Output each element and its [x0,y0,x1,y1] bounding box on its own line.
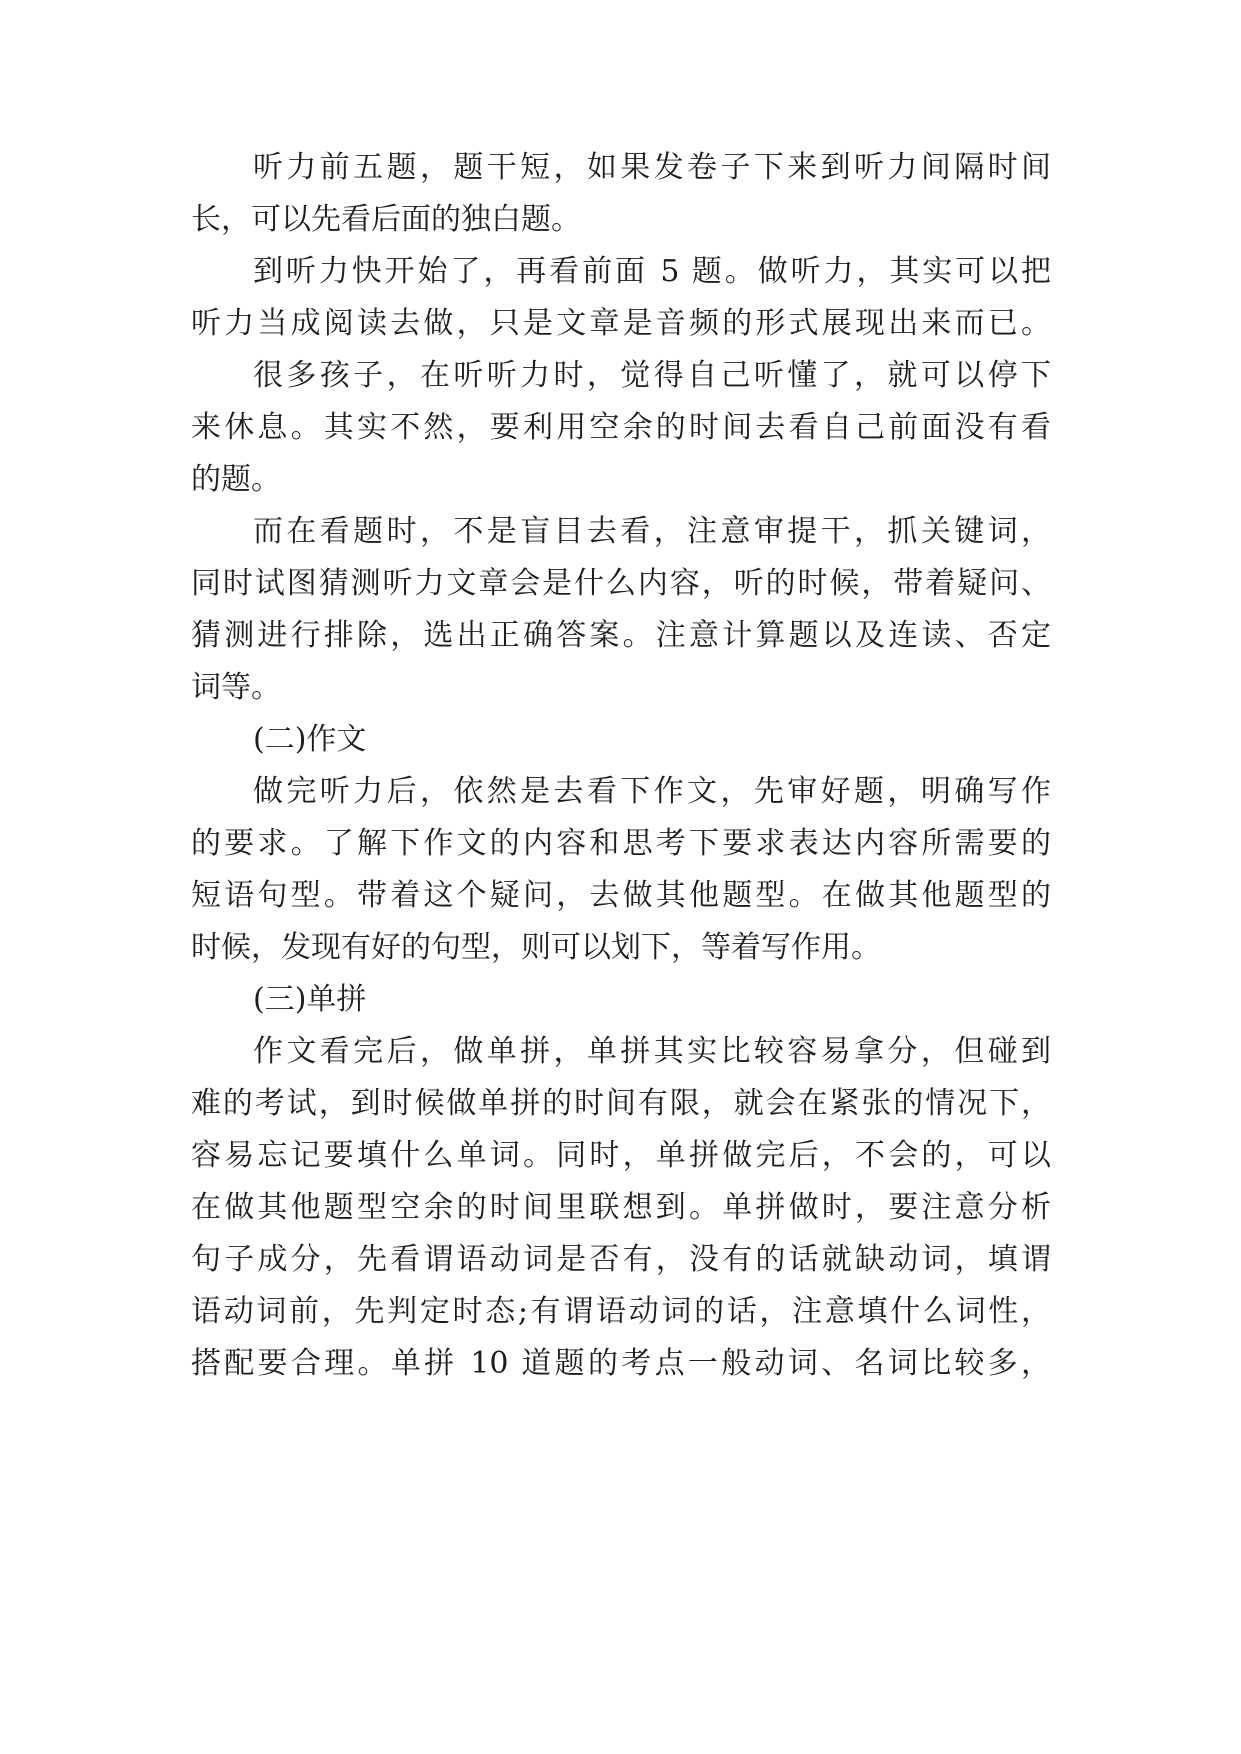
text-line: 难的考试，到时候做单拼的时间有限，就会在紧张的情况下， [191,1086,1051,1121]
text-line: 听力当成阅读去做，只是文章是音频的形式展现出来而已。 [191,306,1051,341]
text-line: 很多孩子，在听听力时，觉得自己听懂了，就可以停下 [253,358,1051,393]
text-line: 而在看题时，不是盲目去看，注意审提干，抓关键词， [253,514,1051,549]
text-line: 来休息。其实不然，要利用空余的时间去看自己前面没有看 [191,410,1051,445]
text-line: 的题。 [191,462,281,497]
text-line: 语动词前，先判定时态;有谓语动词的话，注意填什么词性， [191,1294,1051,1329]
text-line: 作文看完后，做单拼，单拼其实比较容易拿分，但碰到 [253,1034,1051,1069]
section-heading: (二)作文 [253,722,367,757]
text-line: 容易忘记要填什么单词。同时，单拼做完后，不会的，可以 [191,1138,1051,1173]
section-heading: (三)单拼 [253,982,367,1017]
text-line: 短语句型。带着这个疑问，去做其他题型。在做其他题型的 [191,878,1051,913]
text-line: 搭配要合理。单拼 10 道题的考点一般动词、名词比较多， [191,1346,1051,1381]
text-line: 同时试图猜测听力文章会是什么内容，听的时候，带着疑问、 [191,566,1051,601]
text-line: 的要求。了解下作文的内容和思考下要求表达内容所需要的 [191,826,1051,861]
text-line: 长，可以先看后面的独白题。 [191,202,581,237]
text-line: 时候，发现有好的句型，则可以划下，等着写作用。 [191,930,881,965]
text-line: 听力前五题，题干短，如果发卷子下来到听力间隔时间 [253,150,1051,185]
text-line: 做完听力后，依然是去看下作文，先审好题，明确写作 [253,774,1051,809]
text-line: 猜测进行排除，选出正确答案。注意计算题以及连读、否定 [191,618,1051,653]
text-line: 在做其他题型空余的时间里联想到。单拼做时，要注意分析 [191,1190,1051,1225]
text-line: 句子成分，先看谓语动词是否有，没有的话就缺动词，填谓 [191,1242,1051,1277]
text-line: 词等。 [191,670,281,705]
text-line: 到听力快开始了，再看前面 5 题。做听力，其实可以把 [253,254,1051,289]
